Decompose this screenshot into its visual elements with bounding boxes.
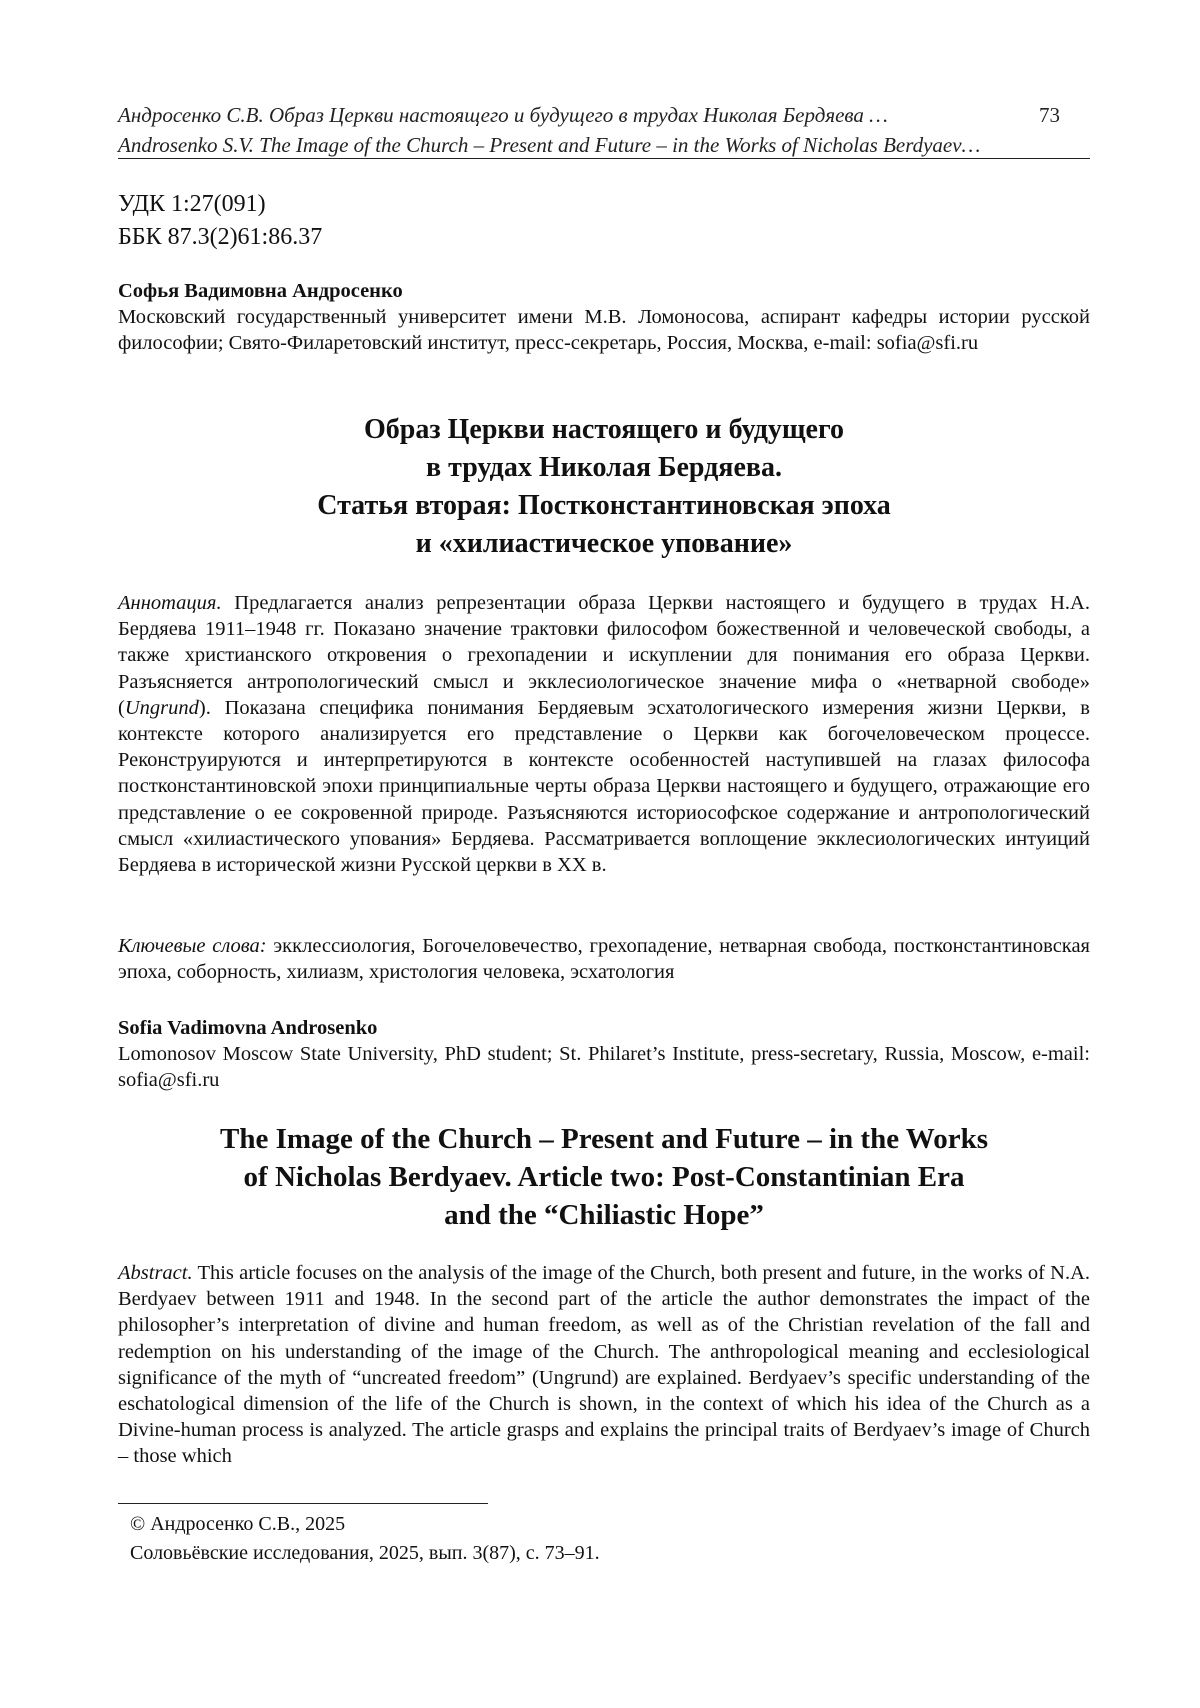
title-en-line: and the “Chiliastic Hope” [444, 1199, 764, 1231]
abstract-en-label: Abstract. [118, 1262, 193, 1284]
udk-code: УДК 1:27(091) [118, 191, 266, 217]
page-number: 73 [1039, 103, 1060, 127]
footnote-citation: Соловьёвские исследования, 2025, вып. 3(87), с. 73–91. [130, 1542, 600, 1564]
keywords-ru [118, 933, 1090, 985]
author-name-ru: Софья Вадимовна Андросенко [118, 280, 403, 302]
running-head-ru: Андросенко С.В. Образ Церкви настоящего и будущего в трудах Николая Бердяева … [118, 103, 888, 127]
title-en-line: The Image of the Church – Present and Future – in the Works [219, 1123, 988, 1155]
bbk-code: ББК 87.3(2)61:86.37 [118, 224, 323, 250]
author-block-ru [118, 278, 1090, 356]
footnote [130, 1510, 600, 1568]
author-affiliation-en: Lomonosov Moscow State University, PhD student; St. Philaret’s Institute, press-secretary, Russia, Moscow, e-mail: sofia@sfi.ru [118, 1043, 1090, 1091]
article-title-ru [118, 411, 1090, 563]
abstract-ru-text-1: Предлагается анализ репрезентации образа Церкви настоящего и будущего в трудах Н.А. Бердяева 1911–1948 гг. Показано значение трактовки философом божественной и человеческой свободы, а также христианского откровения о грехопадении и искуплении для понимания его образа Церкви. Разъясняется антропологический смысл и экклесиологическое значение мифа о «нетварной свободе» ( [118, 592, 1090, 719]
author-block-en [118, 1015, 1090, 1093]
classification-codes [118, 188, 322, 254]
author-name-en: Sofia Vadimovna Androsenko [118, 1017, 378, 1039]
abstract-ru-label: Аннотация. [118, 592, 222, 614]
article-title-en [118, 1120, 1090, 1234]
keywords-ru-text: экклессиология, Богочеловечество, грехопадение, нетварная свобода, постконстантиновская эпоха, соборность, хилиазм, христология человека, эсхатология [118, 935, 1090, 984]
abstract-ru [118, 590, 1090, 878]
title-en-line: of Nicholas Berdyaev. Article two: Post-Constantinian Era [243, 1161, 965, 1193]
title-ru-line: Статья вторая: Постконстантиновская эпоха [317, 490, 891, 521]
author-affiliation-ru: Московский государственный университет имени М.В. Ломоносова, аспирант кафедры истории русской философии; Свято-Филаретовский институт, пресс-секретарь, Россия, Москва, e-mail: sofia@sfi.ru [118, 306, 1090, 354]
footnote-rule [118, 1503, 488, 1504]
abstract-ru-italic-term: Ungrund [124, 696, 199, 719]
title-ru-line: и «хилиастическое упование» [415, 528, 793, 559]
abstract-en-text: This article focuses on the analysis of the image of the Church, both present and future, in the works of N.A. Berdyaev between 1911 and 1948. In the second part of the article the author demonstrates the impact of the philosopher’s interpretation of divine and human freedom, as well as of the Christian revelation of the fall and redemption on his understanding of the image of the Church. The anthropological meaning and ecclesiological significance of the myth of “uncreated freedom” (Ungrund) are explained. Berdyaev’s specific understanding of the eschatological dimension of the life of the Church is shown, in the context of which his idea of the Church as a Divine-human process is analyzed. The article grasps and explains the principal traits of Berdyaev’s image of Church – those which [118, 1262, 1090, 1468]
header-rule [118, 158, 1090, 159]
running-head [118, 100, 1090, 160]
abstract-ru-text-2: ). Показана специфика понимания Бердяевым эсхатологического измерения жизни Церкви, в контексте которого анализируется его представление о Церкви как богочеловеческом процессе. Реконструируются и интерпретируются в контексте особенностей наступившей на глазах философа постконстантиновской эпохи принципиальные черты образа Церкви настоящего и будущего, отражающие его представление о ее сокровенной природе. Разъясняются историософское содержание и антропологический смысл «хилиастического упования» Бердяева. Рассматривается воплощение экклесиологических интуиций Бердяева в исторической жизни Русской церкви в XX в. [118, 696, 1090, 877]
title-ru-line: Образ Церкви настоящего и будущего [364, 414, 844, 445]
footnote-copyright: © Андросенко С.В., 2025 [130, 1513, 346, 1535]
abstract-en [118, 1260, 1090, 1470]
running-head-ru-line [118, 100, 1090, 130]
title-ru-line: в трудах Николая Бердяева. [426, 452, 782, 483]
running-head-en: Androsenko S.V. The Image of the Church – Present and Future – in the Works of Nicholas Berdyaev… [118, 133, 981, 157]
keywords-ru-label: Ключевые слова: [118, 935, 267, 957]
